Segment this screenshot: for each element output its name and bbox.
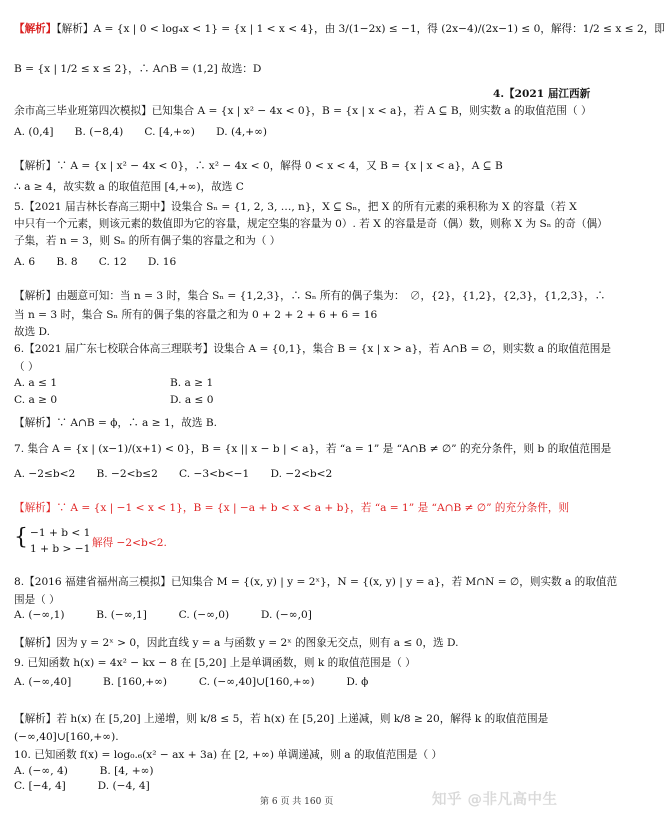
answer-options: A. (−∞,40] B. [160,+∞) C. (−∞,40]∪[160,+∞) D. ϕ <box>14 676 369 688</box>
answer-options: C. [−4, 4] D. (−4, 4] <box>14 780 150 792</box>
question-text: 余市高三毕业班第四次模拟】已知集合 A = {x | x² − 4x < 0}，B = {x | x < a}，若 A ⊆ B，则实数 a 的取值范围（ ） <box>14 105 592 117</box>
solution-text: (−∞,40]∪[160,+∞). <box>14 731 119 743</box>
solution-text: 【解析】因为 y = 2ˣ > 0，因此直线 y = a 与函数 y = 2ˣ 的图象无交点，则有 a ≤ 0，选 D. <box>14 637 459 649</box>
solution-text: 【解析】若 h(x) 在 [5,20] 上递增，则 k/8 ≤ 5，若 h(x) 在 [5,20] 上递减，则 k/8 ≥ 20，解得 k 的取值范围是 <box>14 713 549 725</box>
question-text: 10. 已知函数 f(x) = log₀.₆(x² − ax + 3a) 在 [2, +∞) 单调递减，则 a 的取值范围是（ ） <box>14 749 443 761</box>
page-footer: 第 6 页 共 160 页 <box>260 797 334 807</box>
answer-option: A. a ≤ 1 <box>14 377 58 389</box>
answer-options: A. 6 B. 8 C. 12 D. 16 <box>14 256 177 268</box>
solution-text: ∴ a ≥ 4，故实数 a 的取值范围 [4,+∞)，故选 C <box>14 181 244 193</box>
inequality-line: 1 + b > −1 <box>30 543 91 555</box>
question-text: 8.【2016 福建省福州高三模拟】已知集合 M = {(x, y) | y = 2ˣ}，N = {(x, y) | y = a}，若 M∩N = ∅，则实数 a 的取值范 <box>14 576 618 588</box>
watermark: 知乎 @非凡高中生 <box>432 792 558 808</box>
solution-text: 【解析】∵ A∩B = ϕ，∴ a ≥ 1，故选 B. <box>14 417 218 429</box>
answer-options: A. (−∞, 4) B. [4, +∞) <box>14 765 154 777</box>
question-text: 9. 已知函数 h(x) = 4x² − kx − 8 在 [5,20] 上是单调函数，则 k 的取值范围是（ ） <box>14 657 416 669</box>
answer-option: B. a ≥ 1 <box>170 377 214 389</box>
question-source: 4.【2021 届江西新 <box>493 88 591 100</box>
solution-text: 【解析】A = {x | 0 < log₄x < 1} = {x | 1 < x < 4}，由 3/(1−2x) ≤ −1，得 (2x−4)/(2x−1) ≤ 0，解得：1/2 ≤ x ≤ 2，即 <box>56 23 665 35</box>
solution-text: 【解析】∵ A = {x | −1 < x < 1}，B = {x | −a + b < x < a + b}，若 “a = 1” 是 “A∩B ≠ ∅” 的充分条件，则 <box>14 502 570 514</box>
question-text: 5.【2021 届吉林长春高三期中】设集合 Sₙ = {1, 2, 3, …, n}，X ⊆ Sₙ，把 X 的所有元素的乘积称为 X 的容量（若 X <box>14 201 577 213</box>
answer-option: D. a ≤ 0 <box>170 394 214 406</box>
inequality-line: −1 + b < 1 <box>30 527 91 539</box>
question-text: 6.【2021 届广东七校联合体高三理联考】设集合 A = {0,1}，集合 B = {x | x > a}，若 A∩B = ∅，则实数 a 的取值范围是 <box>14 343 611 355</box>
solution-line: 【解析】【解析】A = {x | 0 < log₄x < 1} = {x | 1 < x < 4}，由 3/(1−2x) ≤ −1，得 (2x−4)/(2x−1) ≤ 0，解得：1/2 ≤ x ≤ 2，即 <box>14 23 665 35</box>
solution-text: 当 n = 3 时，集合 Sₙ 所有的偶子集的容量之和为 0 + 2 + 2 + 6 + 6 = 16 <box>14 309 378 321</box>
question-text: 7. 集合 A = {x | (x−1)/(x+1) < 0}，B = {x || x − b | < a}，若 “a = 1” 是 “A∩B ≠ ∅” 的充分条件，则 b 的取值范围是 <box>14 443 612 455</box>
solution-text: 故选 D. <box>14 326 51 338</box>
solution-line <box>14 62 261 76</box>
question-text: 中只有一个元素，则该元素的数值即为它的容量，规定空集的容量为 0）. 若 X 的容量是奇（偶）数，则称 X 为 Sₙ 的奇（偶） <box>14 218 608 230</box>
answer-options: A. −2≤b<2 B. −2<b≤2 C. −3<b<−1 D. −2<b<2 <box>14 468 333 480</box>
answer-options: A. (−∞,1) B. (−∞,1] C. (−∞,0) D. (−∞,0] <box>14 609 312 621</box>
solution-result: 解得 −2<b<2. <box>92 537 167 549</box>
question-text: 子集，若 n = 3，则 Sₙ 的所有偶子集的容量之和为（ ） <box>14 235 281 247</box>
solution-text: B = {x | 1/2 ≤ x ≤ 2}，∴ A∩B = (1,2] 故选：D <box>14 63 262 75</box>
answer-options: A. (0,4] B. (−8,4) C. [4,+∞) D. (4,+∞) <box>14 126 268 138</box>
brace-symbol: { <box>14 525 28 550</box>
solution-line <box>14 501 569 515</box>
question-text: 围是（ ） <box>14 594 60 606</box>
solution-text: 【解析】∵ A = {x | x² − 4x < 0}，∴ x² − 4x < 0，解得 0 < x < 4，又 B = {x | x < a}，A ⊆ B <box>14 160 503 172</box>
answer-option: C. a ≥ 0 <box>14 394 58 406</box>
solution-text: 【解析】由题意可知：当 n = 3 时，集合 Sₙ = {1,2,3}，∴ Sₙ 所有的偶子集为： ∅，{2}，{1,2}，{2,3}，{1,2,3}，∴ <box>14 290 606 302</box>
question-text: （ ） <box>14 361 39 373</box>
